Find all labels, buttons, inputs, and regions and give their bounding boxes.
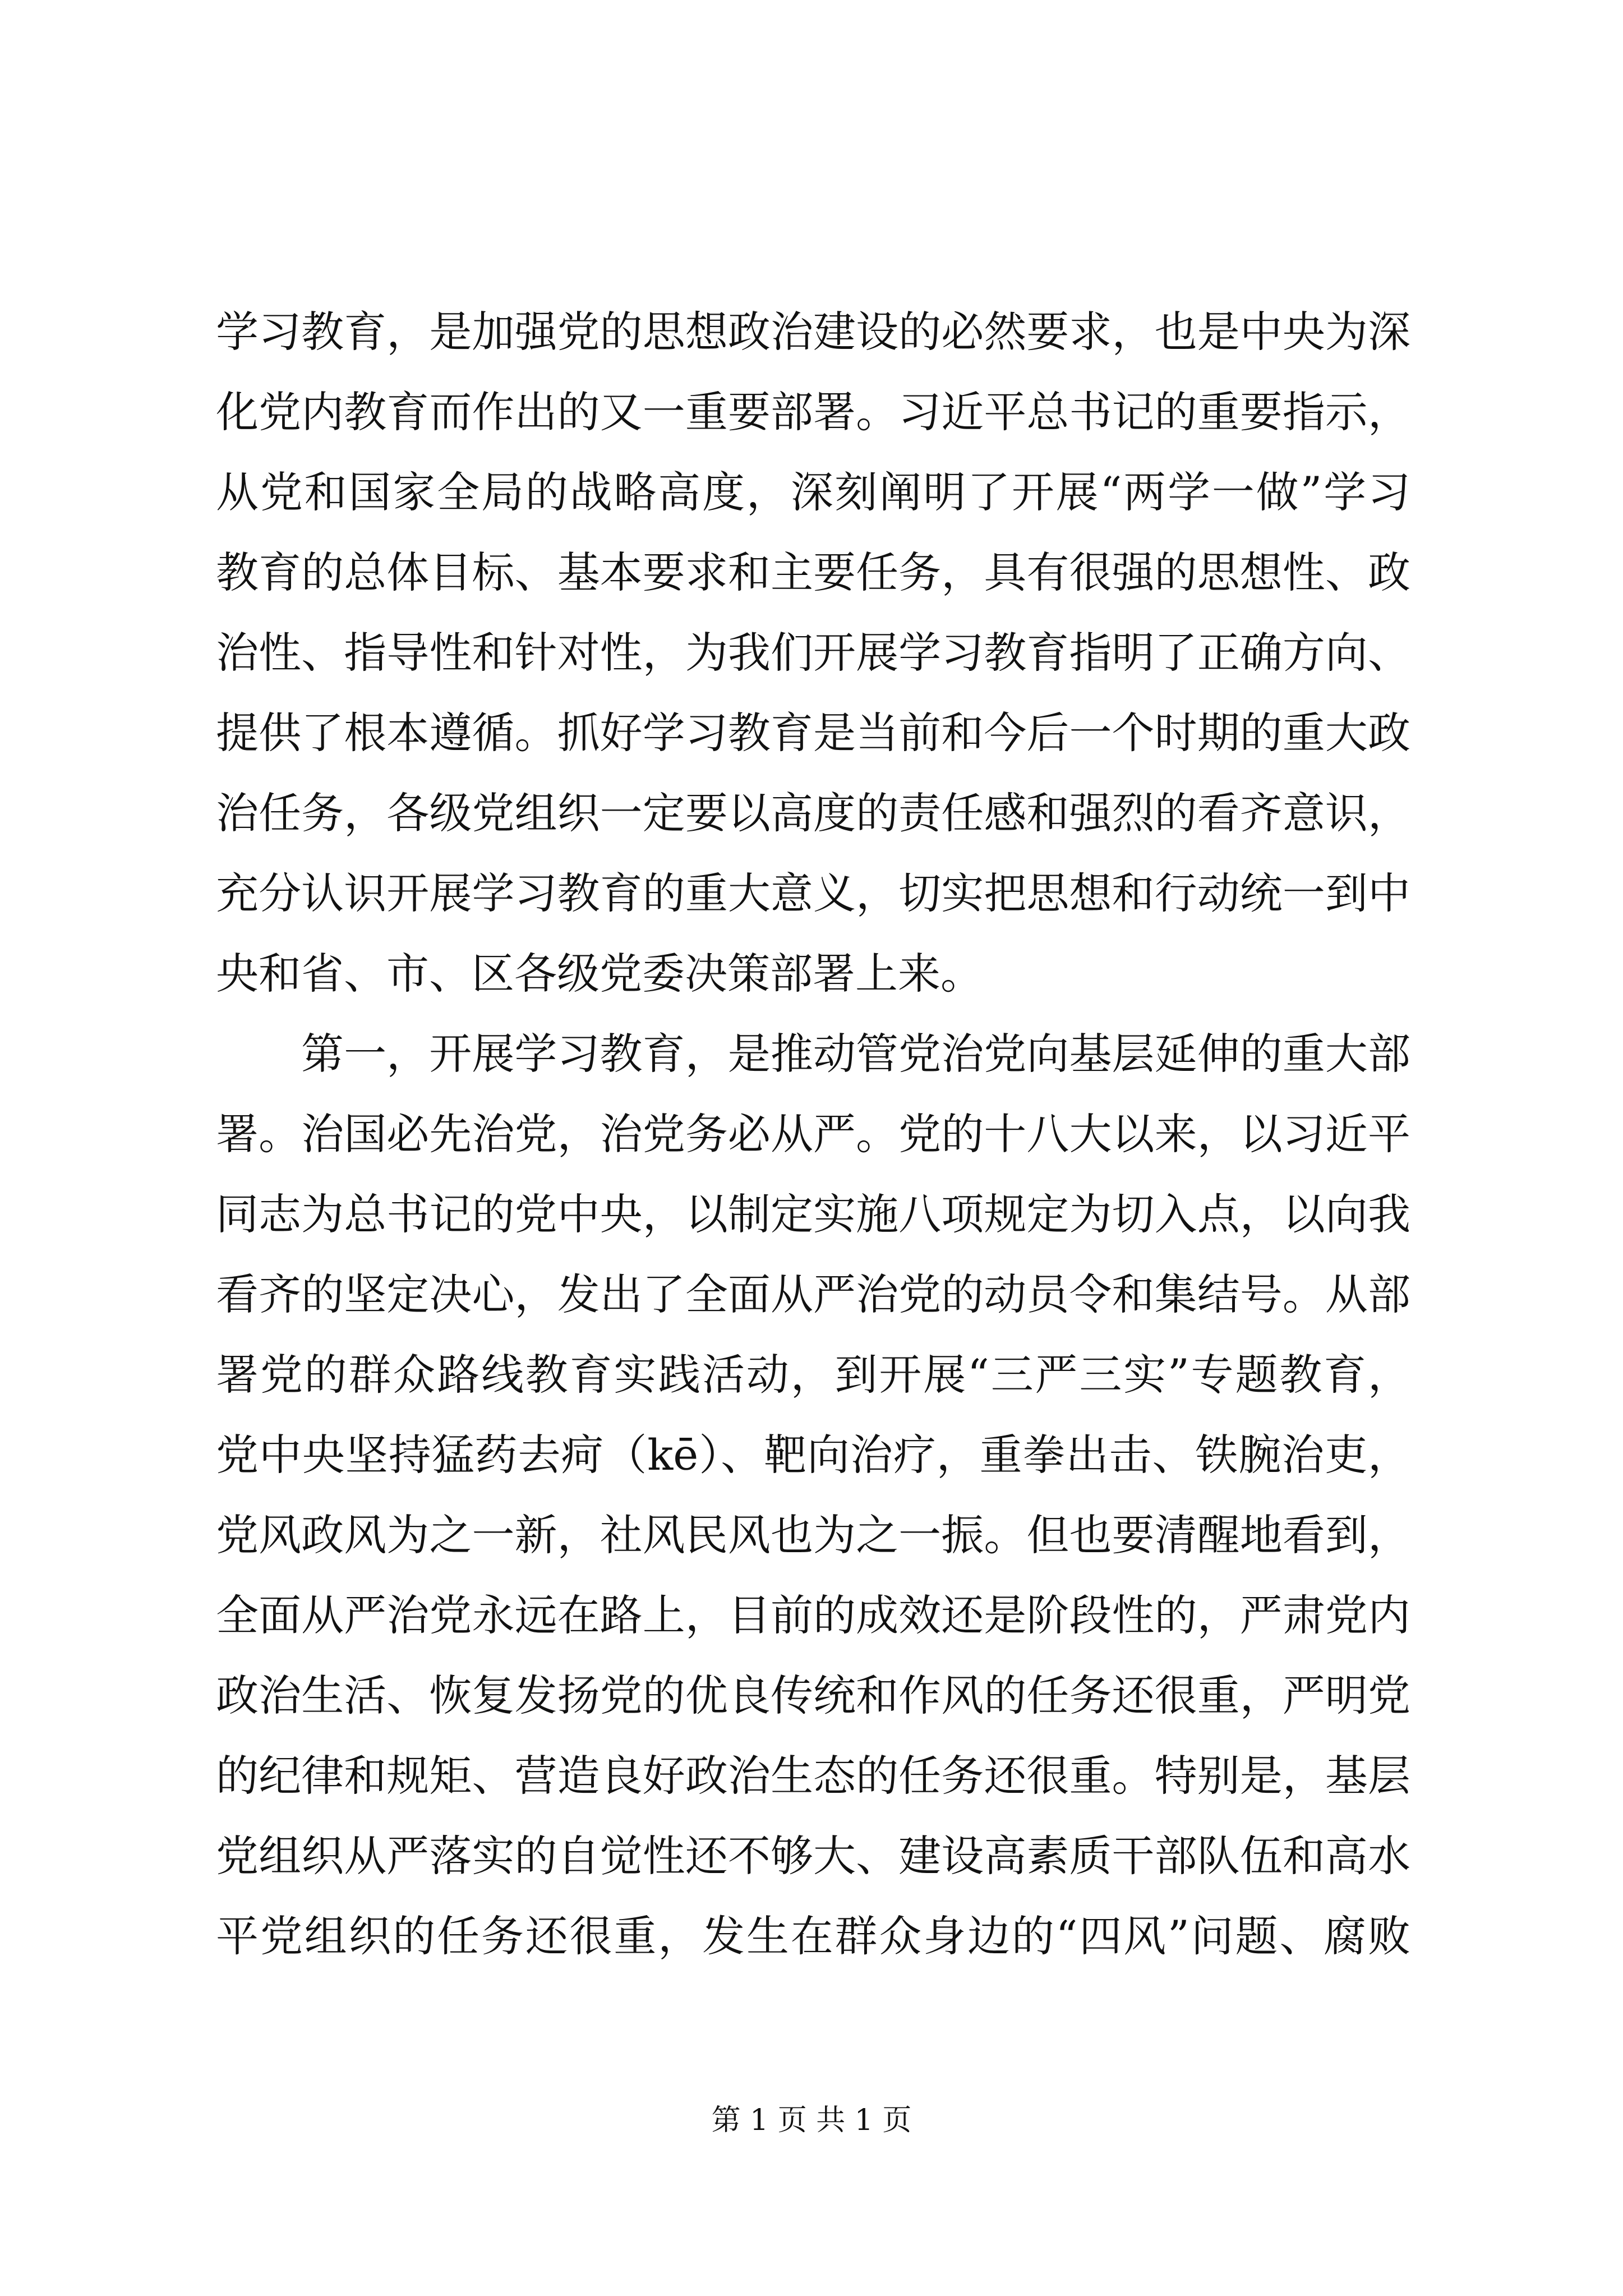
text-line: 政治生活、恢复发扬党的优良传统和作风的任务还很重，严明党 xyxy=(216,1671,1410,1720)
text-line: 提供了根本遵循。抓好学习教育是当前和今后一个时期的重大政 xyxy=(216,708,1410,758)
text-line: 治性、指导性和针对性，为我们开展学习教育指明了正确方向、 xyxy=(216,628,1410,678)
text-line: 第一，开展学习教育，是推动管党治党向基层延伸的重大部 xyxy=(301,1029,1410,1079)
text-line: 看齐的坚定决心，发出了全面从严治党的动员令和集结号。从部 xyxy=(216,1269,1410,1319)
text-line: 教育的总体目标、基本要求和主要任务，具有很强的思想性、政 xyxy=(216,547,1410,597)
text-line: 化党内教育而作出的又一重要部署。习近平总书记的重要指示， xyxy=(216,387,1410,437)
text-line: 党组织从严落实的自觉性还不够大、建设高素质干部队伍和高水 xyxy=(216,1831,1410,1881)
text-line: 学习教育，是加强党的思想政治建设的必然要求，也是中央为深 xyxy=(216,307,1410,357)
text-line: 署党的群众路线教育实践活动，到开展“三严三实”专题教育， xyxy=(216,1350,1410,1400)
page-number-footer: 第 1 页 共 1 页 xyxy=(711,2104,912,2137)
text-line: 同志为总书记的党中央，以制定实施八项规定为切入点，以向我 xyxy=(216,1189,1410,1239)
text-line: 平党组织的任务还很重，发生在群众身边的“四风”问题、腐败 xyxy=(216,1911,1410,1961)
text-line: 充分认识开展学习教育的重大意义，切实把思想和行动统一到中 xyxy=(216,868,1410,918)
text-line: 治任务，各级党组织一定要以高度的责任感和强烈的看齐意识， xyxy=(216,788,1410,838)
text-line: 全面从严治党永远在路上，目前的成效还是阶段性的，严肃党内 xyxy=(216,1590,1410,1640)
text-line: 党风政风为之一新，社风民风也为之一振。但也要清醒地看到， xyxy=(216,1510,1410,1560)
document-body xyxy=(216,292,1410,1976)
text-line: 署。治国必先治党，治党务必从严。党的十八大以来，以习近平 xyxy=(216,1109,1410,1159)
text-line: 党中央坚持猛药去疴（kē）、靶向治疗，重拳出击、铁腕治吏， xyxy=(216,1430,1410,1480)
text-line: 从党和国家全局的战略高度，深刻阐明了开展“两学一做”学习 xyxy=(216,467,1410,517)
text-line: 央和省、市、区各级党委决策部署上来。 xyxy=(216,949,983,999)
text-line: 的纪律和规矩、营造良好政治生态的任务还很重。特别是，基层 xyxy=(216,1751,1410,1801)
